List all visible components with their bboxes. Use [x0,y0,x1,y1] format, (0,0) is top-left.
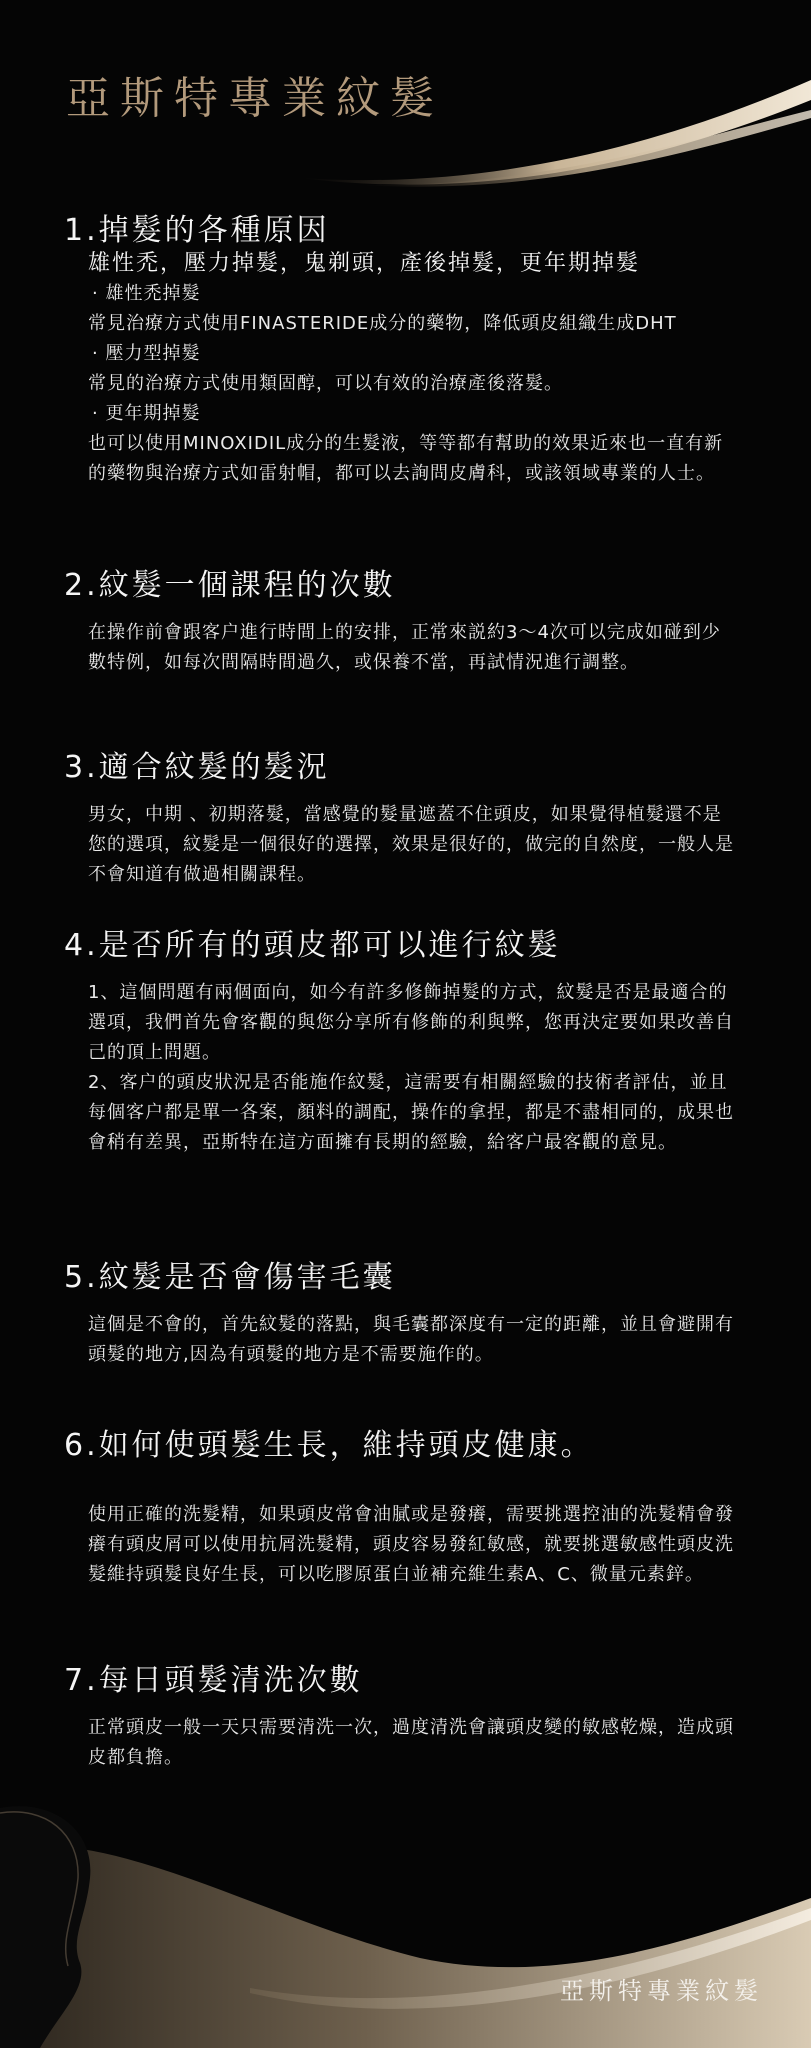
list-item-bullet: · 更年期掉髮 [92,403,201,424]
section-paragraph: 1、這個問題有兩個面向，如今有許多修飾掉髮的方式，紋髮是否是最適合的選項，我們首先會客觀的與您分享所有修飾的利與弊，您再決定要如果改善自己的頂上問題。 [88,982,734,1063]
list-item-text: 也可以使用MINOXIDIL成分的生髮液，等等都有幫助的效果近來也一直有新的藥物與治療方式如雷射帽，都可以去詢問皮膚科，或該領域專業的人士。 [88,433,724,484]
section-session-count [0,560,811,678]
section-text: 這個是不會的，首先紋髮的落點，與毛囊都深度有一定的距離，並且會避開有頭髮的地方,因為有頭髮的地方是不需要施作的。 [88,1314,734,1365]
section-text: 男女，中期 、初期落髮，當感覺的髮量遮蓋不住頭皮，如果覺得植髮還不是您的選項，紋髮是一個很好的選擇，效果是很好的，做完的自然度，一般人是不會知道有做過相關課程。 [88,804,734,885]
list-item-bullet: · 壓力型掉髮 [92,343,201,364]
list-item-text: 常見的治療方式使用類固醇，可以有效的治療產後落髮。 [88,373,563,394]
section-suitable-conditions [0,742,811,890]
section-heading: 3.適合紋髮的髮況 [64,750,330,785]
section-scalp-health [0,1420,811,1590]
section-heading: 5.紋髮是否會傷害毛囊 [64,1260,396,1295]
section-scalp-eligibility [0,920,811,1158]
section-follicle-damage [0,1252,811,1370]
section-heading: 2.紋髮一個課程的次數 [64,568,396,603]
section-text: 在操作前會跟客户進行時間上的安排，正常來説約3～4次可以完成如碰到少數特例，如每次間隔時間過久，或保養不當，再試情況進行調整。 [88,622,721,673]
section-wash-frequency [0,1655,811,1773]
section-heading: 7.每日頭髮清洗次數 [64,1663,363,1698]
section-paragraph: 2、客户的頭皮狀況是否能施作紋髮，這需要有相關經驗的技術者評估，並且每個客户都是單一各案，顏料的調配，操作的拿捏，都是不盡相同的，成果也會稍有差異，亞斯特在這方面擁有長期的經驗，給客户最客觀的意見。 [88,1072,734,1153]
footer-brand: 亞斯特專業紋髮 [560,1977,763,2005]
list-item-text: 常見治療方式使用FINASTERIDE成分的藥物，降低頭皮組織生成DHT [88,313,677,334]
section-heading: 1.掉髮的各種原因 [64,213,330,248]
list-item-bullet: · 雄性禿掉髮 [92,283,201,304]
section-hair-loss-causes [0,205,811,489]
section-heading: 4.是否所有的頭皮都可以進行紋髮 [64,928,561,963]
bottom-swoosh-decoration [0,1788,811,2048]
section-heading: 6.如何使頭髮生長，維持頭皮健康。 [64,1428,594,1463]
section-text: 正常頭皮一般一天只需要清洗一次，過度清洗會讓頭皮變的敏感乾燥，造成頭皮都負擔。 [88,1717,734,1768]
section-lead: 雄性禿，壓力掉髮，鬼剃頭，產後掉髮，更年期掉髮 [88,251,641,276]
section-text: 使用正確的洗髮精，如果頭皮常會油膩或是發癢，需要挑選控油的洗髮精會發癢有頭皮屑可以使用抗屑洗髮精，頭皮容易發紅敏感，就要挑選敏感性頭皮洗髮維持頭髮良好生長，可以吃膠原蛋白並補充維生素A、C、微量元素鋅。 [88,1504,734,1585]
brand-title: 亞斯特專業紋髮 [66,73,444,124]
